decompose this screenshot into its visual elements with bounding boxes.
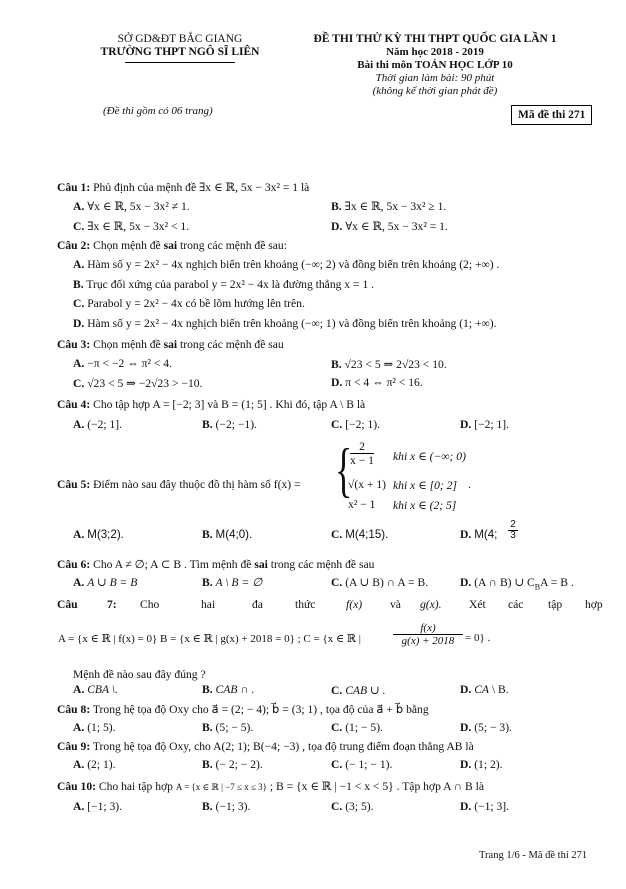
q9-option-a: A. (2; 1).: [73, 758, 116, 771]
question-5: Câu 5: Điểm nào sau đây thuộc đồ thị hàm số f(x) =: [57, 478, 301, 491]
q6-option-b: B. A \ B = ∅: [202, 576, 263, 589]
q3-option-a: A. −π < −2 ⇔ π² < 4.: [73, 357, 173, 370]
q4-option-a: A. (−2; 1].: [73, 418, 123, 431]
question-7-label: Câu: [57, 598, 78, 611]
q7-word: Xét: [469, 598, 486, 611]
question-7-number: 7:: [107, 598, 117, 611]
q9-option-c: C. (− 1; − 1).: [331, 758, 393, 771]
q7-word: thức: [295, 598, 316, 611]
q7-option-b: B. CAB ∩ .: [202, 683, 255, 696]
q8-option-d: D. (5; − 3).: [460, 721, 512, 734]
q4-option-c: C. [−2; 1).: [331, 418, 381, 431]
piecewise-end: .: [468, 478, 471, 491]
school-year: Năm học 2018 - 2019: [386, 46, 484, 58]
q2-option-d: D. Hàm số y = 2x² − 4x nghịch biến trên khoảng (−∞; 1) và đồng biến trên khoảng (1; +∞).: [73, 317, 497, 330]
q9-option-d: D. (1; 2).: [460, 758, 503, 771]
q7-option-a: A. CBA \.: [73, 683, 118, 696]
piece-3-condition: khi x ∈ (2; 5]: [393, 499, 457, 512]
question-9: Câu 9: Trong hệ tọa độ Oxy, cho A(2; 1); B(−4; −3) , tọa độ trung điểm đoạn thẳng AB là: [57, 740, 474, 753]
q7-option-c: C. CAB ∪ .: [331, 684, 386, 697]
q8-option-c: C. (1; − 5).: [331, 721, 383, 734]
q7-prompt: Mệnh đề nào sau đây đúng ?: [73, 668, 206, 681]
q2-option-b: B. Trục đối xứng của parabol y = 2x² − 4x là đường thẳng x = 1 .: [73, 278, 375, 291]
q5-option-b: B. M(4;0).: [202, 528, 253, 541]
q7-set-end: = 0} .: [465, 632, 491, 644]
q10-option-d: D. (−1; 3].: [460, 800, 510, 813]
q5-option-d: D. M(4;: [460, 528, 498, 541]
department-name: SỞ GD&ĐT BẮC GIANG: [117, 33, 243, 45]
q7-word: hai: [201, 598, 216, 611]
q4-option-b: B. (−2; −1).: [202, 418, 257, 431]
q7-word: và: [390, 598, 401, 611]
q6-option-d: D. (A ∩ B) ∪ $C_BA = B$ .: [460, 576, 574, 592]
piece-2-condition: khi x ∈ [0; 2]: [393, 479, 457, 492]
q10-option-b: B. (−1; 3).: [202, 800, 251, 813]
exam-code-box: Mã đề thi 271: [511, 105, 592, 125]
piece-2-expression: √(x + 1): [348, 478, 387, 491]
piecewise-brace: {: [335, 437, 353, 503]
question-8: Câu 8: Trong hệ tọa độ Oxy cho a⃗ = (2; − 4); b⃗ = (3; 1) , tọa độ của a⃗ + b⃗ bằng: [57, 703, 429, 716]
q5-option-a: A. M(3;2).: [73, 528, 124, 541]
q7-word: f(x): [346, 598, 363, 611]
exam-duration: Thời gian làm bài: 90 phút: [375, 72, 495, 84]
question-3: Câu 3: Chọn mệnh đề sai trong các mệnh đề sau: [57, 338, 284, 351]
q10-option-a: A. [−1; 3).: [73, 800, 123, 813]
duration-note: (không kể thời gian phát đề): [372, 85, 498, 97]
q8-option-a: A. (1; 5).: [73, 721, 116, 734]
header-underline: [125, 62, 235, 63]
q3-option-b: B. √23 < 5 ⇒ 2√23 < 10.: [331, 358, 447, 371]
piece-1-condition: khi x ∈ (−∞; 0): [393, 450, 466, 463]
q5-option-c: C. M(4;15).: [331, 528, 389, 541]
q3-option-d: D. π < 4 ⇔ π² < 16.: [331, 376, 423, 389]
exam-title: ĐỀ THI THỬ KỲ THI THPT QUỐC GIA LẦN 1: [313, 33, 557, 45]
question-10: Câu 10: Cho hai tập hợp A = {x ∈ ℝ | −7 ≤ x ≤ 3} ; B = {x ∈ ℝ | −1 < x < 5} . Tập hợp A ∩ B là: [57, 780, 485, 793]
q1-option-d: D. ∀x ∈ ℝ, 5x − 3x² = 1.: [331, 220, 448, 233]
question-4: Câu 4: Cho tập hợp A = [−2; 3] và B = (1; 5] . Khi đó, tập A \ B là: [57, 398, 366, 411]
piece-3-expression: x² − 1: [348, 498, 376, 511]
piece-1-fraction: $\frac{2}{x - 1}$: [350, 440, 374, 467]
page-footer: Trang 1/6 - Mã đề thi 271: [479, 850, 588, 861]
q5-option-d-fraction: $\frac{2}{3}$: [508, 520, 518, 541]
q1-option-b: B. ∃x ∈ ℝ, 5x − 3x² ≥ 1.: [331, 200, 447, 213]
q6-option-a: A. A ∪ B = B: [73, 576, 138, 589]
q7-word: hợp: [585, 598, 603, 611]
q1-option-a: A. ∀x ∈ ℝ, 5x − 3x² ≠ 1.: [73, 200, 190, 213]
q7-word: tập: [548, 598, 563, 611]
school-name: TRƯỜNG THPT NGÔ SĨ LIÊN: [100, 46, 260, 58]
q4-option-d: D. [−2; 1].: [460, 418, 510, 431]
q1-option-c: C. ∃x ∈ ℝ, 5x − 3x² < 1.: [73, 220, 190, 233]
question-2: Câu 2: Chọn mệnh đề sai trong các mệnh đề sau:: [57, 239, 287, 252]
page-count-note: (Đề thi gồm có 06 trang): [103, 105, 213, 117]
q3-option-c: C. √23 < 5 ⇒ −2√23 > −10.: [73, 377, 203, 390]
q10-option-c: C. (3; 5).: [331, 800, 374, 813]
q7-option-d: D. CA \ B.: [460, 683, 509, 696]
exam-subject: Bài thi môn TOÁN HỌC LỚP 10: [357, 59, 513, 71]
q6-option-c: C. (A ∪ B) ∩ A = B.: [331, 576, 429, 589]
q9-option-b: B. (− 2; − 2).: [202, 758, 263, 771]
q7-word: Cho: [140, 598, 160, 611]
question-1: Câu 1: Phủ định của mệnh đề ∃x ∈ ℝ, 5x − 3x² = 1 là: [57, 181, 310, 194]
q2-option-c: C. Parabol y = 2x² − 4x có bề lõm hướng lên trên.: [73, 297, 305, 310]
q8-option-b: B. (5; − 5).: [202, 721, 254, 734]
q7-set-c-fraction: $\frac{f(x)}{g(x) + 2018}$: [393, 622, 463, 647]
q7-word: đa: [252, 598, 263, 611]
q2-option-a: A. Hàm số y = 2x² − 4x nghịch biến trên khoảng (−∞; 2) và đồng biến trên khoảng (2; +∞) .: [73, 258, 500, 271]
q7-word: các: [508, 598, 524, 611]
q7-set-definitions: A = {x ∈ ℝ | f(x) = 0} B = {x ∈ ℝ | g(x) + 2018 = 0} ; C = {x ∈ ℝ |: [58, 633, 361, 645]
question-6: Câu 6: Cho A ≠ ∅; A ⊂ B . Tìm mệnh đề sai trong các mệnh đề sau: [57, 558, 375, 571]
q7-word: g(x).: [420, 598, 442, 611]
